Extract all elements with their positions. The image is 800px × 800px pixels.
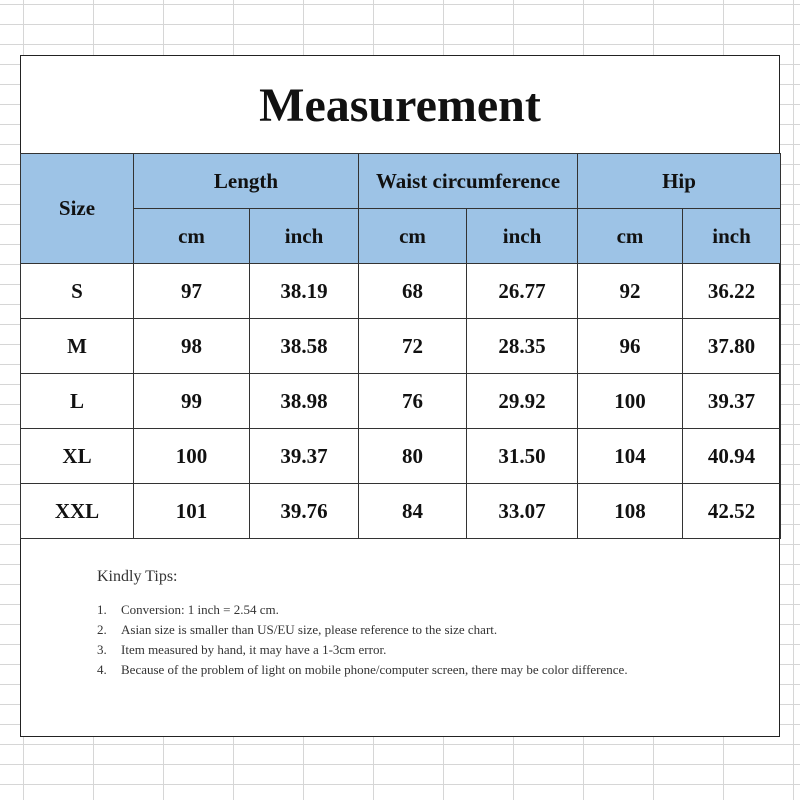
tip-text: Conversion: 1 inch = 2.54 cm. xyxy=(121,602,279,617)
table-cell: 97 xyxy=(134,264,250,319)
table-cell: 39.37 xyxy=(250,429,359,484)
chart-title: Measurement xyxy=(259,78,541,132)
table-cell: 76 xyxy=(359,374,467,429)
unit-header: cm xyxy=(134,209,250,264)
unit-header: cm xyxy=(359,209,467,264)
table-cell: 38.19 xyxy=(250,264,359,319)
tip-number: 1. xyxy=(97,602,107,617)
table-row xyxy=(21,319,781,374)
kindly-tips xyxy=(97,568,737,680)
size-cell: XXL xyxy=(21,484,134,539)
table-cell: 26.77 xyxy=(467,264,578,319)
table-cell: 80 xyxy=(359,429,467,484)
list-item xyxy=(97,620,737,640)
tips-list xyxy=(97,600,737,680)
table-cell: 28.35 xyxy=(467,319,578,374)
table-cell: 40.94 xyxy=(683,429,781,484)
size-header: Size xyxy=(21,154,134,264)
table-cell: 99 xyxy=(134,374,250,429)
table-cell: 98 xyxy=(134,319,250,374)
tip-text: Because of the problem of light on mobile phone/computer screen, there may be color difference. xyxy=(121,662,628,677)
waist-header: Waist circumference xyxy=(359,154,578,209)
table-cell: 37.80 xyxy=(683,319,781,374)
tip-text: Item measured by hand, it may have a 1-3cm error. xyxy=(121,642,387,657)
measurement-table xyxy=(20,153,781,539)
tip-number: 4. xyxy=(97,662,107,677)
table-cell: 96 xyxy=(578,319,683,374)
table-cell: 84 xyxy=(359,484,467,539)
unit-header: cm xyxy=(578,209,683,264)
table-cell: 31.50 xyxy=(467,429,578,484)
size-cell: L xyxy=(21,374,134,429)
header-row-units xyxy=(21,209,781,264)
list-item xyxy=(97,600,737,620)
table-cell: 29.92 xyxy=(467,374,578,429)
table-cell: 38.58 xyxy=(250,319,359,374)
hip-header: Hip xyxy=(578,154,781,209)
unit-header: inch xyxy=(467,209,578,264)
table-cell: 108 xyxy=(578,484,683,539)
header-row-groups xyxy=(21,154,781,209)
table-cell: 39.37 xyxy=(683,374,781,429)
table-cell: 42.52 xyxy=(683,484,781,539)
table-cell: 100 xyxy=(578,374,683,429)
tips-title: Kindly Tips: xyxy=(97,568,178,585)
unit-header: inch xyxy=(683,209,781,264)
table-cell: 100 xyxy=(134,429,250,484)
table-cell: 33.07 xyxy=(467,484,578,539)
table-cell: 38.98 xyxy=(250,374,359,429)
table-cell: 72 xyxy=(359,319,467,374)
table-row xyxy=(21,429,781,484)
table-cell: 36.22 xyxy=(683,264,781,319)
table-cell: 39.76 xyxy=(250,484,359,539)
tip-number: 2. xyxy=(97,622,107,637)
table-cell: 101 xyxy=(134,484,250,539)
table-row xyxy=(21,484,781,539)
length-header: Length xyxy=(134,154,359,209)
tip-text: Asian size is smaller than US/EU size, please reference to the size chart. xyxy=(121,622,498,637)
table-cell: 104 xyxy=(578,429,683,484)
tip-number: 3. xyxy=(97,642,107,657)
table-cell: 68 xyxy=(359,264,467,319)
table-row xyxy=(21,374,781,429)
size-cell: M xyxy=(21,319,134,374)
list-item xyxy=(97,640,737,660)
unit-header: inch xyxy=(250,209,359,264)
size-cell: XL xyxy=(21,429,134,484)
size-chart xyxy=(20,55,780,737)
table-row xyxy=(21,264,781,319)
size-cell: S xyxy=(21,264,134,319)
table-cell: 92 xyxy=(578,264,683,319)
list-item xyxy=(97,660,737,680)
